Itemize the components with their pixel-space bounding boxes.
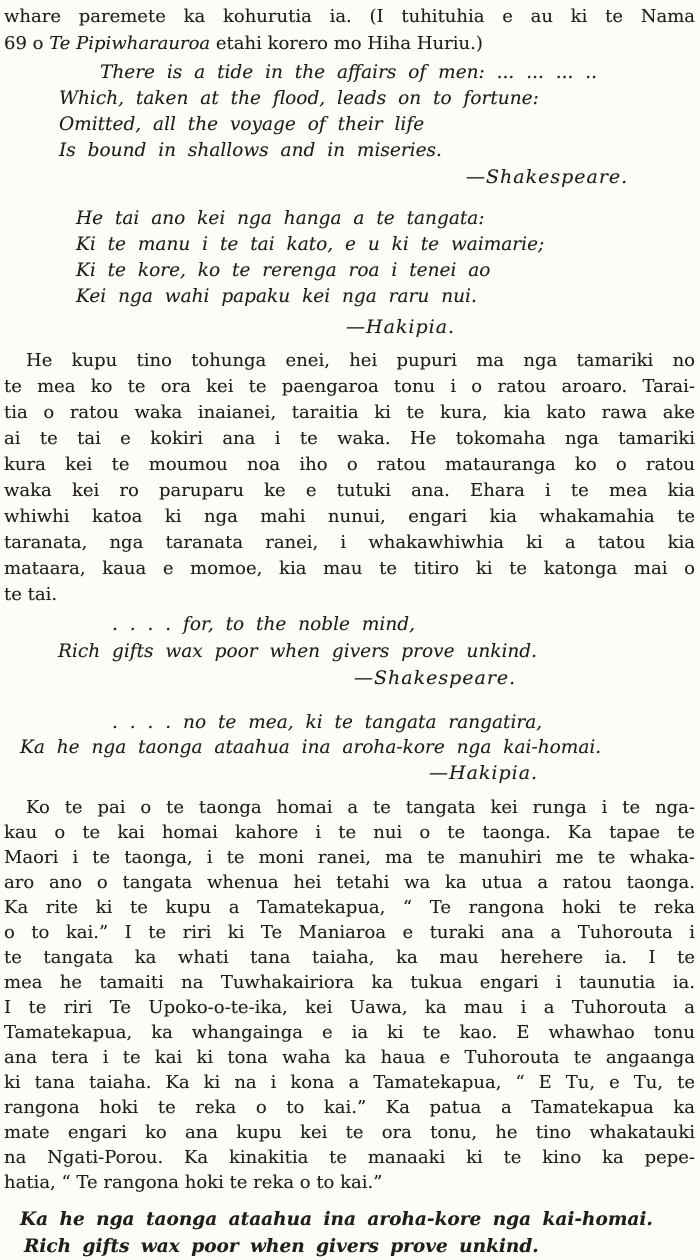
paragraph-line: kura kei te moumou noa iho o ratou matauranga ko o ratou [4,454,695,475]
verse-line: Ki te manu i te tai kato, e u ki te waimarie; [76,234,545,255]
paragraph-line: Maori i te taonga, i te moni ranei, ma te manuhiri me te whaka- [4,847,695,868]
paragraph-line: te tai. [4,584,58,605]
verse-line: Ka he nga taonga ataahua ina aroha-kore nga kai-homai. [20,1209,653,1230]
paragraph-line: Ko te pai o te taonga homai a te tangata kei runga i te nga- [26,797,695,818]
body-text-line: whare paremete ka kohurutia ia. (I tuhituhia e au ki te Nama [4,6,695,27]
paragraph-line: rangona hoki te reka o to kai.” Ka patua a Tamatekapua ka [4,1097,695,1118]
paragraph-line: mate engari ko ana kupu kei te ora tonu, he tino whakatauki [4,1122,695,1143]
verse-line: Rich gifts wax poor when givers prove unkind. [24,1236,539,1257]
paragraph-1 [4,348,695,608]
paragraph-2 [4,795,695,1195]
paragraph-line: Ka rite ki te kupu a Tamatekapua, “ Te rangona hoki te reka [4,897,695,918]
verse-line: Ka he nga taonga ataahua ina aroha-kore nga kai-homai. [20,737,602,758]
body-text-line [4,30,695,57]
paragraph-line: whiwhi katoa ki nga mahi nunui, engari kia whakamahia te [4,506,695,527]
paragraph-line: I te riri Te Upoko-o-te-ika, kei Uawa, ka mau i a Tuhorouta a [4,997,695,1018]
verse-line: . . . . no te mea, ki te tangata rangatira, [112,712,543,733]
intro-paragraph [4,3,695,57]
paragraph-line: Tamatekapua, ka whangainga e ia ki te kao. E whawhao tonu [4,1022,695,1043]
intro-line2-post: etahi korero mo Hiha Huriu.) [210,33,483,54]
paragraph-line: ai te tai e kokiri ana i te waka. He tokomaha nga tamariki [4,428,695,449]
paragraph-line: hatia, “ Te rangona hoki te reka o to kai.” [4,1172,383,1193]
paragraph-line: taranata, nga taranata ranei, i whakawhiwhia ki a tatou kia [4,532,695,553]
attribution-shakespeare: —Shakespeare. [354,667,517,689]
verse-line: There is a tide in the affairs of men: ... ... ... .. [100,62,598,83]
paragraph-line: tia o ratou waka inaianei, taraitia ki te kura, kia kato rawa ake [4,402,695,423]
english-tide-quote [4,60,695,164]
paragraph-line: waka kei ro paruparu ke e tutuki ana. Ehara i te mea kia [4,480,695,501]
attribution-shakespeare: —Shakespeare. [466,166,629,188]
attribution-hakipia: —Hakipia. [346,316,456,338]
verse-line: Omitted, all the voyage of their life [59,114,425,135]
verse-line: Is bound in shallows and in miseries. [59,140,442,161]
paragraph-line: mataara, kaua e momoe, kia mau te titiro ki te katonga mai o [4,558,695,579]
verse-line: Ki te kore, ko te rerenga roa i tenei ao [76,260,491,281]
verse-line: He tai ano kei nga hanga a te tangata: [76,208,485,229]
publication-title: Te Pipiwharauroa [49,33,211,54]
paragraph-line: na Ngati-Porou. Ka kinakitia te manaaki ki te kino ka pepe- [4,1147,695,1168]
maori-tide-quote [4,206,695,310]
english-gifts-quote [4,611,695,665]
verse-line: Which, taken at the flood, leads on to fortune: [59,88,539,109]
verse-line: Rich gifts wax poor when givers prove unkind. [58,641,538,662]
verse-line: . . . . for, to the noble mind, [112,614,415,635]
attribution-hakipia: —Hakipia. [429,762,539,784]
paragraph-line: te tangata ka whati tana taiaha, ka mau herehere ia. I te [4,947,695,968]
paragraph-line: o to kai.” I te riri ki Te Maniaroa e turaki ana a Tuhorouta i [4,922,695,943]
maori-gifts-quote [4,710,695,760]
paragraph-line: aro ano o tangata whenua hei tetahi wa ka utua a ratou taonga. [4,872,695,893]
paragraph-line: ki tana taiaha. Ka ki na i kona a Tamatekapua, “ E Tu, e Tu, te [4,1072,695,1093]
paragraph-line: te mea ko te ora kei te paengaroa tonu i o ratou aroaro. Tarai- [4,376,695,397]
paragraph-line: He kupu tino tohunga enei, hei pupuri ma nga tamariki no [26,350,695,371]
intro-line2-pre: 69 o [4,33,50,54]
paragraph-line: kau o te kai homai kahore i te nui o te taonga. Ka tapae te [4,822,695,843]
footer-couplet [4,1206,695,1260]
verse-line: Kei nga wahi papaku kei nga raru nui. [76,286,477,307]
paragraph-line: ana tera i te kai ki tona waha ka haua e Tuhorouta te angaanga [4,1047,695,1068]
paragraph-line: mea he tamaiti na Tuwhakairiora ka tukua engari i taunutia ia. [4,972,695,993]
